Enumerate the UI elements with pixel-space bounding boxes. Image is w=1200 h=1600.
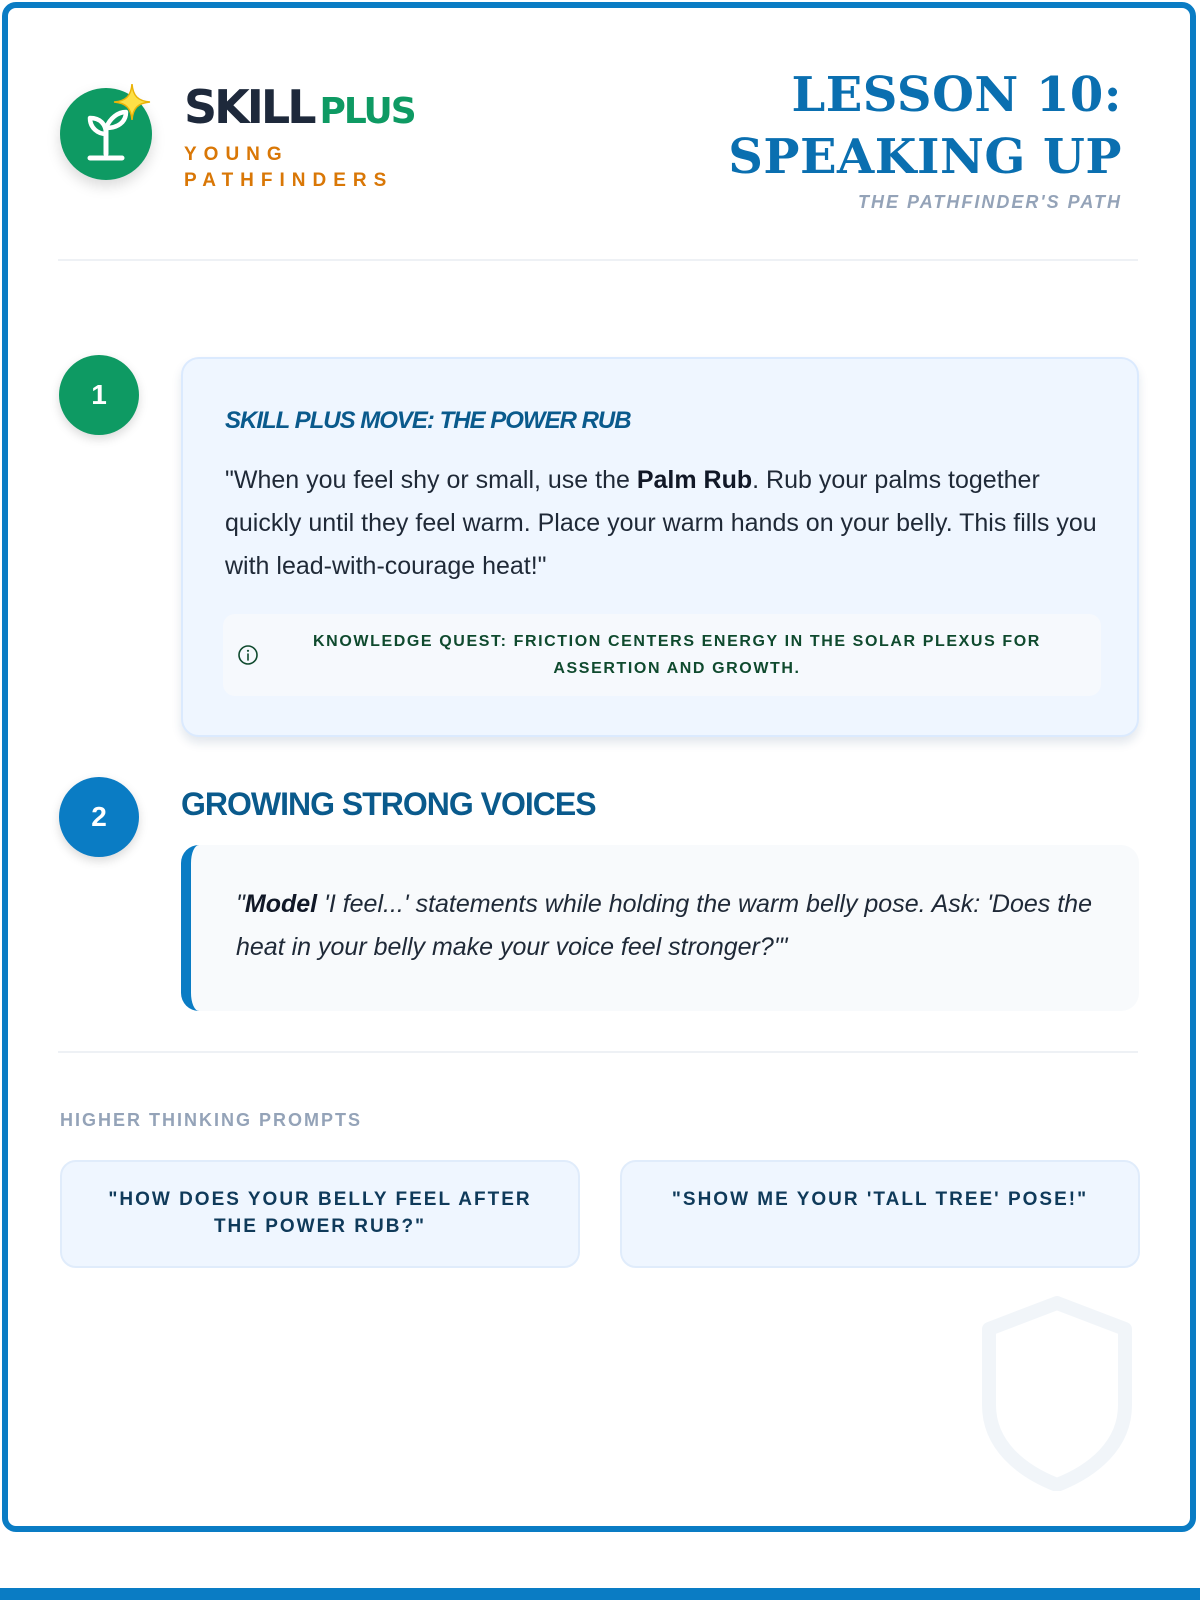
- prompt-text: "HOW DOES YOUR BELLY FEEL AFTER THE POWER RUB?": [108, 1189, 532, 1237]
- lesson-title: LESSON 10: SPEAKING UP: [728, 67, 1122, 185]
- prompt-text: "SHOW ME YOUR 'TALL TREE' POSE!": [671, 1189, 1089, 1210]
- knowledge-quest-text: KNOWLEDGE QUEST: FRICTION CENTERS ENERGY IN THE SOLAR PLEXUS FOR ASSERTION AND GROWTH.: [313, 633, 1041, 677]
- power-rub-title: SKILL PLUS MOVE: THE POWER RUB: [225, 407, 631, 434]
- voices-quote: [181, 845, 1139, 1011]
- knowledge-quest: [223, 614, 1101, 696]
- brand-main: SKILL: [184, 80, 314, 134]
- prompts-heading: HIGHER THINKING PROMPTS: [60, 1110, 363, 1130]
- prompt-card: [60, 1160, 580, 1268]
- info-icon: [237, 644, 259, 666]
- power-rub-text: "When you feel shy or small, use the Palm Rub. Rub your palms together quickly until they feel warm. Place your warm hands on your belly. This fills you with lead-with-courage heat!": [225, 466, 1097, 580]
- voices-title: GROWING STRONG VOICES: [181, 786, 596, 822]
- shield-icon: [975, 1295, 1139, 1491]
- power-rub-card: [181, 357, 1139, 737]
- prompt-card: [620, 1160, 1140, 1268]
- header-divider: [58, 259, 1138, 261]
- brand: [184, 80, 424, 194]
- brand-subtitle: YOUNG PATHFINDERS: [184, 144, 394, 191]
- lesson-subtitle: THE PATHFINDER'S PATH: [858, 192, 1122, 212]
- brand-accent: PLUS: [319, 91, 415, 132]
- step-2-number: 2: [59, 777, 139, 857]
- step-1-number: 1: [59, 355, 139, 435]
- sparkle-icon: [112, 82, 152, 122]
- bottom-bar: [0, 1588, 1200, 1600]
- voices-quote-text: "Model 'I feel...' statements while holding the warm belly pose. Ask: 'Does the heat in your belly make your voice feel stronger?'": [236, 890, 1092, 961]
- section-divider: [58, 1051, 1138, 1053]
